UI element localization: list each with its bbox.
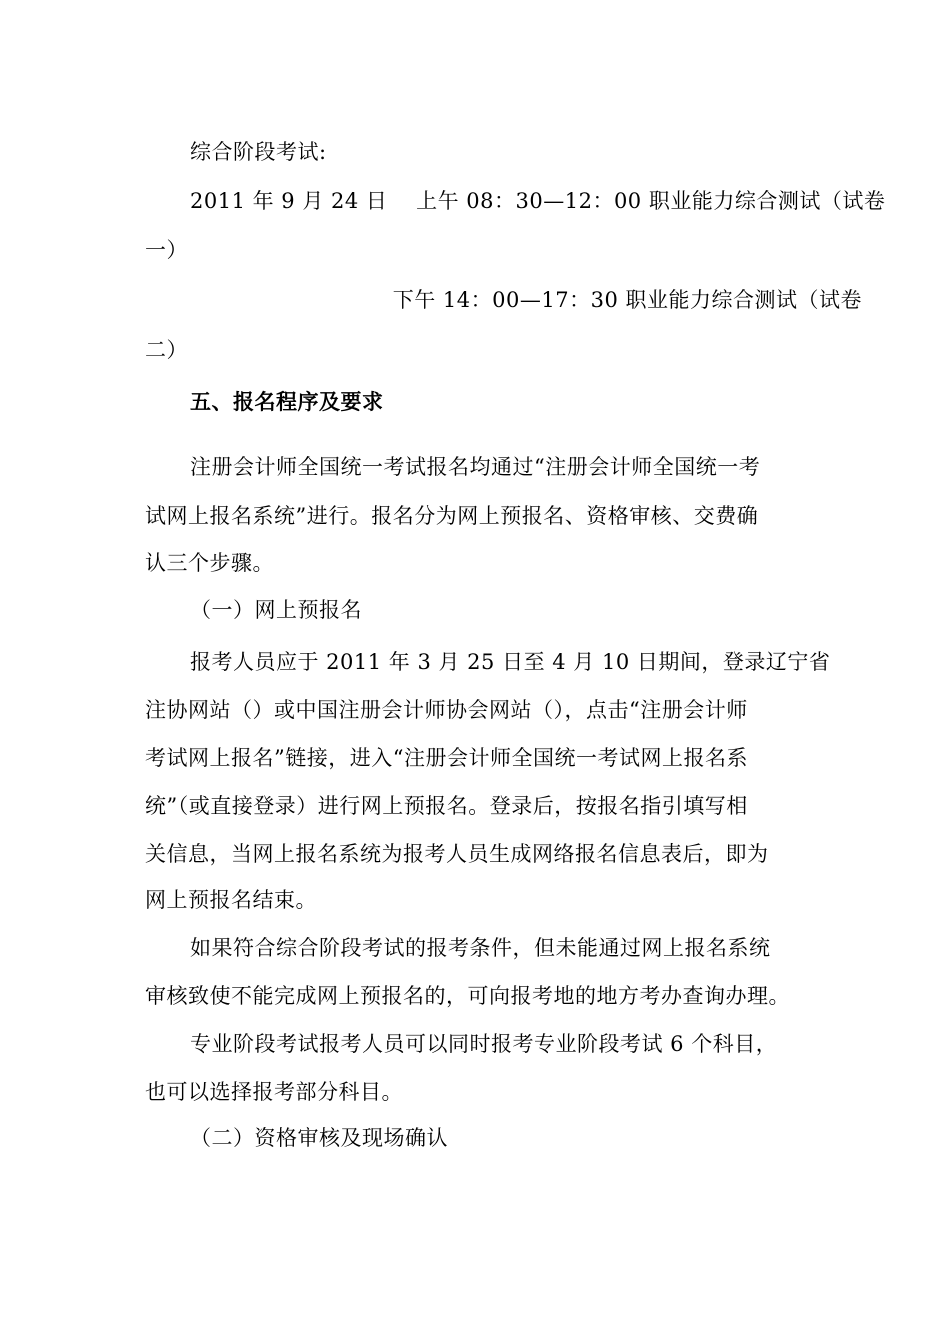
paragraph-line: 报考人员应于 2011 年 3 月 25 日至 4 月 10 日期间，登录辽宁省 <box>190 650 831 674</box>
paragraph-line: 也可以选择报考部分科目。 <box>145 1080 403 1104</box>
subsection-heading-qualification-review: （二）资格审核及现场确认 <box>190 1126 448 1150</box>
exam-schedule-afternoon: 下午 14：00—17：30 职业能力综合测试（试卷 <box>392 288 862 312</box>
section-heading-registration: 五、报名程序及要求 <box>190 390 384 414</box>
exam-schedule-morning-cont: 一） <box>145 238 188 262</box>
paragraph-line: 网上预报名结束。 <box>145 888 317 912</box>
paragraph-line: 审核致使不能完成网上预报名的，可向报考地的地方考办查询办理。 <box>145 984 790 1008</box>
paragraph-line: 考试网上报名”链接，进入“注册会计师全国统一考试网上报名系 <box>145 746 748 770</box>
subsection-heading-online-preregistration: （一）网上预报名 <box>190 598 362 622</box>
paragraph-line: 如果符合综合阶段考试的报考条件，但未能通过网上报名系统 <box>190 936 771 960</box>
paragraph-line: 关信息，当网上报名系统为报考人员生成网络报名信息表后，即为 <box>145 842 769 866</box>
paragraph-line: 注协网站（）或中国注册会计师协会网站（），点击“注册会计师 <box>145 698 748 722</box>
paragraph-line: 认三个步骤。 <box>145 551 274 575</box>
paragraph-line: 统”（或直接登录）进行网上预报名。登录后，按报名指引填写相 <box>145 794 748 818</box>
exam-schedule-afternoon-cont: 二） <box>145 338 188 362</box>
paragraph-line: 专业阶段考试报考人员可以同时报考专业阶段考试 6 个科目， <box>190 1032 778 1056</box>
exam-stage-label: 综合阶段考试: <box>190 140 327 164</box>
exam-schedule-morning: 2011 年 9 月 24 日 上午 08：30—12：00 职业能力综合测试（试卷 <box>190 189 886 213</box>
paragraph-line: 注册会计师全国统一考试报名均通过“注册会计师全国统一考 <box>190 455 761 479</box>
paragraph-line: 试网上报名系统”进行。报名分为网上预报名、资格审核、交费确 <box>145 504 759 528</box>
